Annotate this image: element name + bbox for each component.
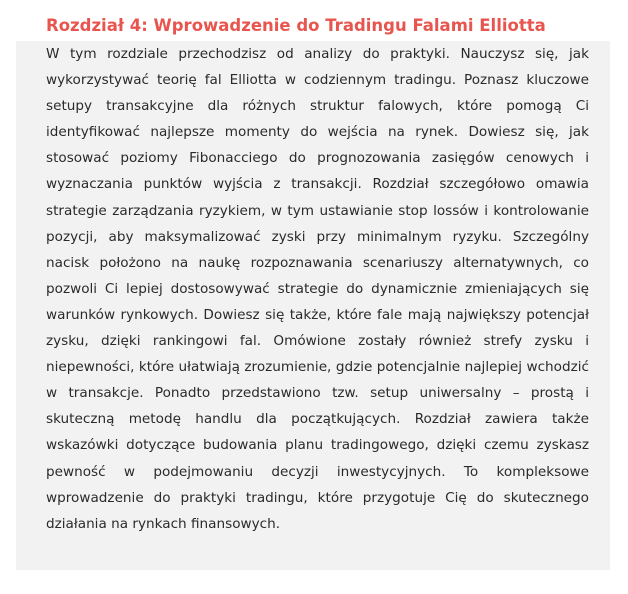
chapter-description-box (16, 41, 610, 570)
chapter-title: Rozdział 4: Wprowadzenie do Tradingu Falami Elliotta (46, 16, 546, 35)
chapter-description-text: W tym rozdziale przechodzisz od analizy do praktyki. Nauczysz się, jak wykorzystywać teorię fal Elliotta w codziennym tradingu. Poznasz kluczowe setupy transakcyjne dla różnych struktur falowych, które pomogą Ci identyfikować najlepsze momenty do wejścia na rynek. Dowiesz się, jak stosować poziomy Fibonacciego do prognozowania zasięgów cenowych i wyznaczania punktów wyjścia z transakcji. Rozdział szczegółowo omawia strategie zarządzania ryzykiem, w tym ustawianie stop lossów i kontrolowanie pozycji, aby maksymalizować zyski przy minimalnym ryzyku. Szczególny nacisk położono na naukę rozpoznawania scenariuszy alternatywnych, co pozwoli Ci lepiej dostosowywać strategie do dynamicznie zmieniających się warunków rynkowych. Dowiesz się także, które fale mają największy potencjał zysku, dzięki rankingowi fal. Omówione zostały również strefy zysku i niepewności, które ułatwiają zrozumienie, gdzie potencjalnie najlepiej wchodzić w transakcje. Ponadto przedstawiono tzw. setup uniwersalny – prostą i skuteczną metodę handlu dla początkujących. Rozdział zawiera także wskazówki dotyczące budowania planu tradingowego, dzięki czemu zyskasz pewność w podejmowaniu decyzji inwestycyjnych. To kompleksowe wprowadzenie do praktyki tradingu, które przygotuje Cię do skutecznego działania na rynkach finansowych. (46, 46, 589, 532)
